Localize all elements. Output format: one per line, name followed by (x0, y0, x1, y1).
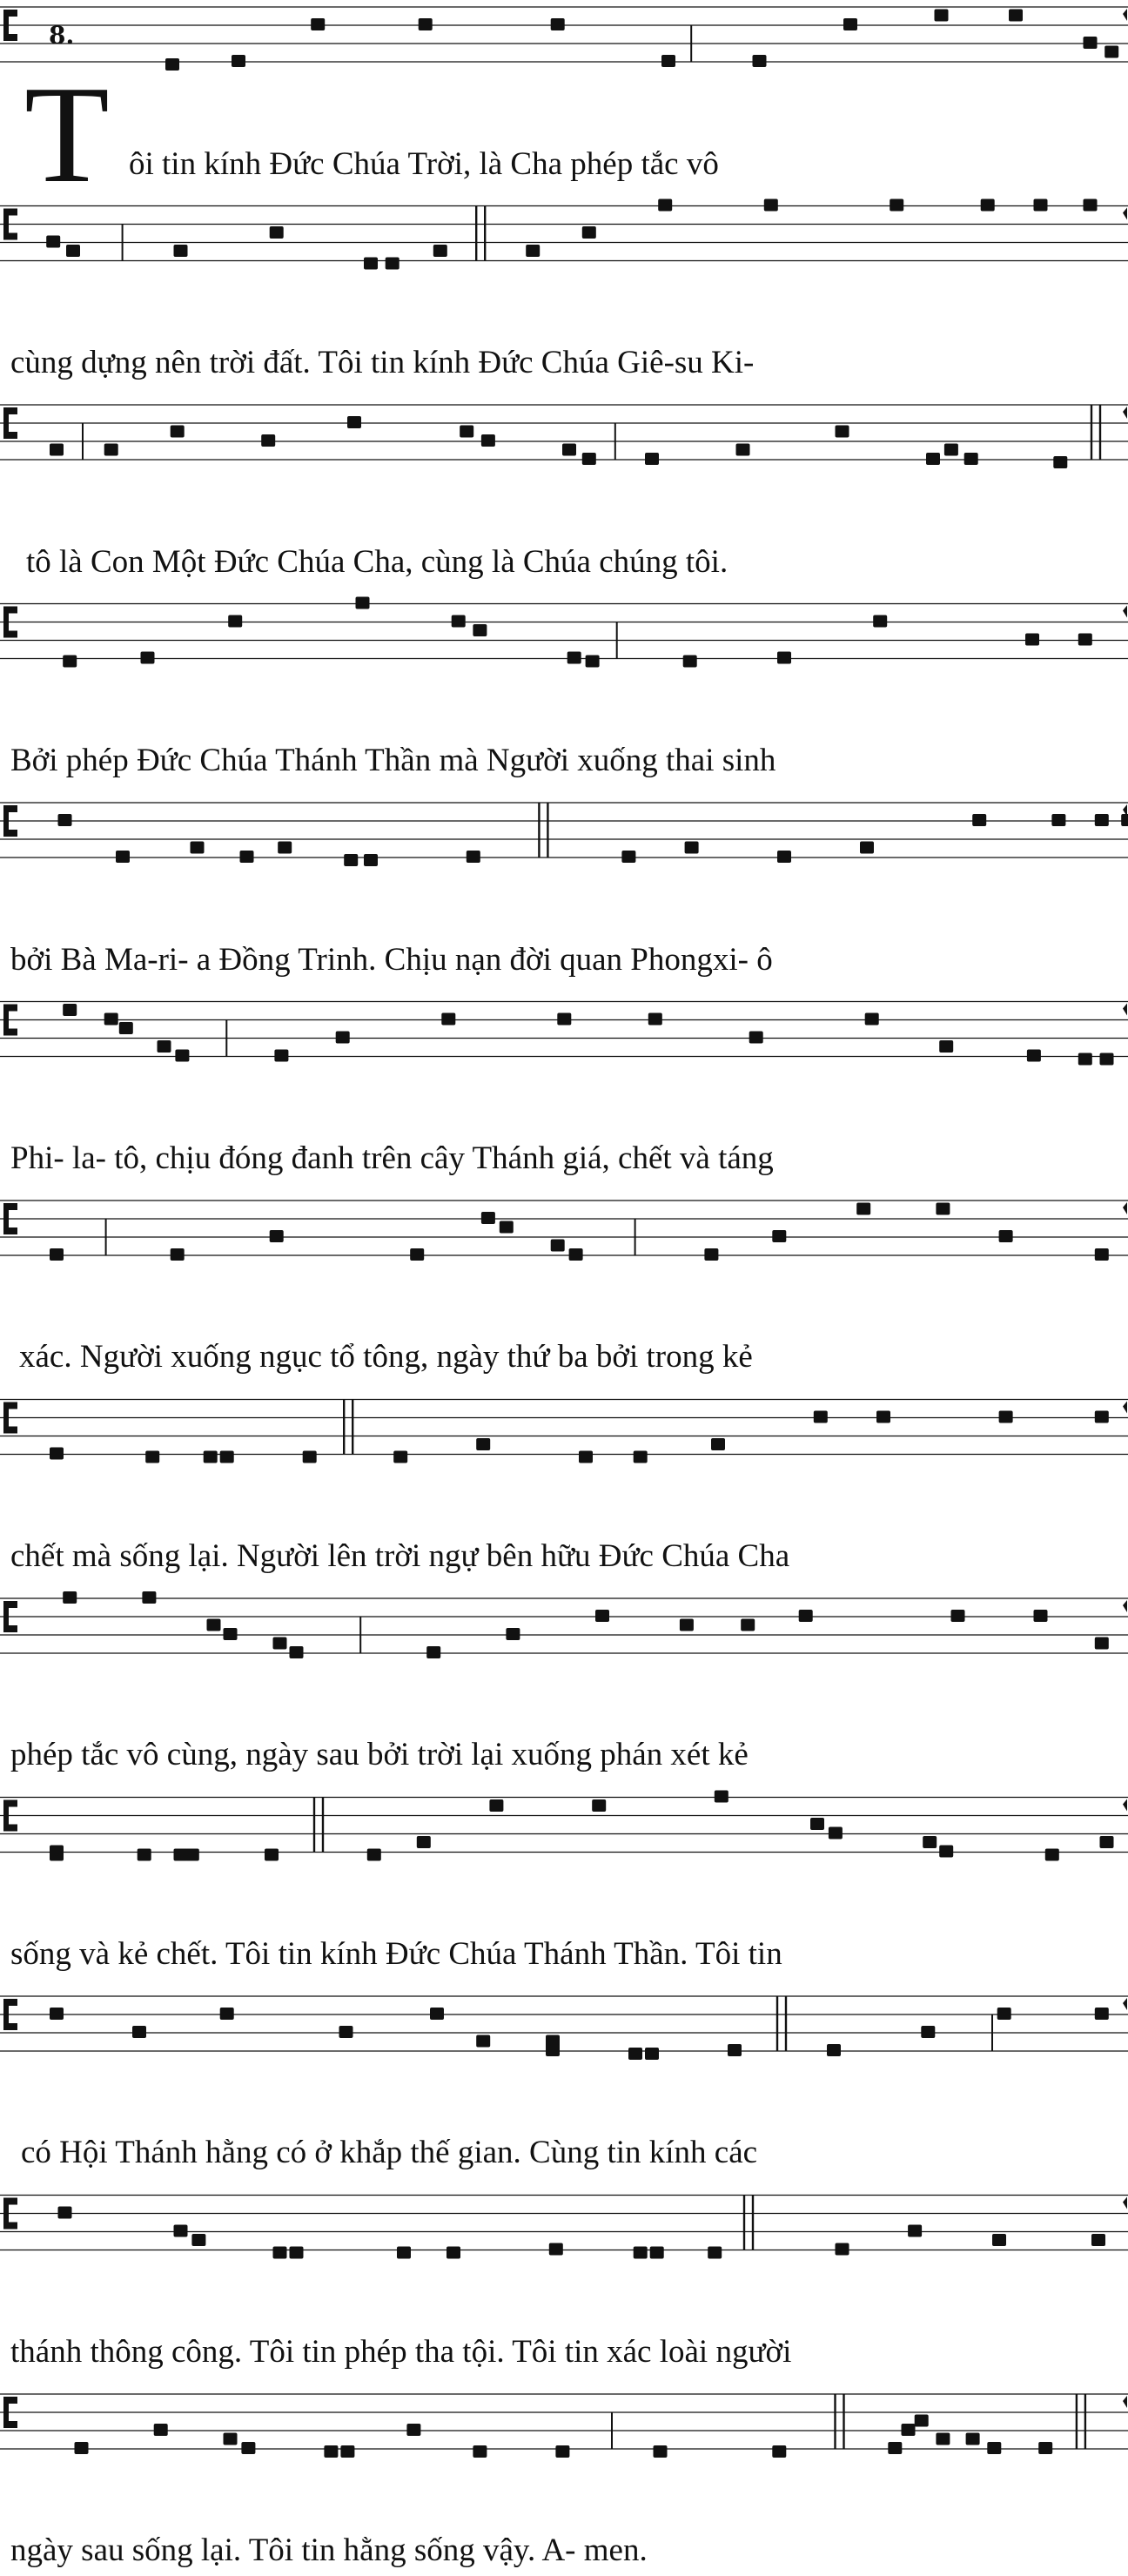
neume-note (708, 2247, 722, 2259)
neume-note (908, 2225, 922, 2237)
lyric-line: sống và kẻ chết. Tôi tin kính Đức Chúa Thánh Thần. Tôi tin (10, 1936, 782, 1972)
neume-note (50, 444, 64, 456)
lyric-line: xác. Người xuống ngục tổ tông, ngày thứ ba bởi trong kẻ (19, 1339, 753, 1375)
neume-note (417, 1836, 431, 1848)
staff-system (0, 2196, 1128, 2259)
neume-note (569, 1248, 583, 1261)
neume-note (191, 842, 205, 854)
neume-note (406, 2424, 420, 2436)
custos (1123, 1004, 1127, 1016)
neume-note (923, 1836, 937, 1848)
neume-note (1084, 37, 1098, 49)
staff-system (0, 1002, 1128, 1066)
neume-note (104, 1013, 118, 1026)
custos (1123, 2197, 1127, 2209)
neume-note (340, 2445, 354, 2458)
neume-note (1034, 199, 1048, 212)
custos (1123, 1799, 1127, 1812)
neume-note (171, 1248, 185, 1261)
neume-note (138, 1849, 151, 1861)
neume-note (902, 2424, 916, 2436)
neume-note (562, 444, 576, 456)
neume-note (339, 2026, 353, 2038)
neume-note (175, 1050, 189, 1062)
neume-note (595, 1610, 609, 1622)
neume-note (1121, 814, 1128, 826)
neume-note (992, 2234, 1006, 2246)
neume-note (426, 1646, 440, 1658)
neume-note (915, 2415, 929, 2427)
neume-note (645, 453, 659, 465)
neume-note (749, 1032, 763, 1044)
neume-note (1053, 456, 1067, 468)
lyric-line: thánh thông công. Tôi tin phép tha tội. Tôi tin xác loài người (10, 2334, 792, 2370)
neume-note (467, 851, 480, 863)
neume-note (555, 2445, 569, 2458)
neume-note (261, 434, 275, 447)
neume-note (936, 2433, 950, 2445)
neume-note (344, 854, 358, 866)
neume-note (1027, 1050, 1041, 1062)
neume-note (441, 1013, 455, 1026)
custos (1123, 606, 1127, 618)
neume-note (228, 615, 242, 628)
neume-note (648, 1013, 662, 1026)
neume-note (58, 2207, 72, 2219)
staff-system (0, 1996, 1128, 2060)
neume-note (890, 199, 903, 212)
lyric-line: ôi tin kính Đức Chúa Trời, là Cha phép tắc vô (129, 146, 719, 182)
custos (1123, 1998, 1127, 2010)
neume-note (551, 18, 565, 30)
neume-note (481, 434, 495, 447)
neume-note (551, 1240, 565, 1252)
neume-note (220, 2008, 234, 2020)
neume-note (50, 2008, 64, 2020)
neume-note (75, 2442, 89, 2454)
neume-note (174, 245, 188, 257)
neume-note (290, 2247, 304, 2259)
neume-note (364, 854, 378, 866)
neume-note (241, 2442, 255, 2454)
custos (1123, 1202, 1127, 1214)
neume-note (680, 1619, 694, 1631)
neume-note (1045, 1849, 1059, 1861)
neume-note (860, 842, 874, 854)
neume-note (145, 1451, 159, 1463)
neume-note (658, 199, 672, 212)
neume-note (1095, 2008, 1109, 2020)
lyric-line: tô là Con Một Đức Chúa Cha, cùng là Chúa chúng tôi. (26, 544, 728, 580)
custos (1123, 208, 1127, 220)
neume-note (715, 1791, 728, 1803)
neume-note (634, 2247, 648, 2259)
neume-note (711, 1438, 725, 1450)
neume-note (50, 1448, 64, 1460)
neume-note (1104, 46, 1118, 58)
neume-note (728, 2044, 742, 2056)
neume-note (273, 1638, 287, 1650)
neume-note (654, 2445, 668, 2458)
neume-note (63, 1004, 77, 1016)
neume-note (336, 1032, 350, 1044)
neume-note (397, 2247, 411, 2259)
neume-note (224, 1628, 238, 1640)
neume-note (546, 2044, 560, 2056)
neume-note (582, 453, 596, 465)
neume-note (452, 615, 466, 628)
neume-note (1095, 1411, 1109, 1423)
neume-note (557, 1013, 571, 1026)
neume-note (141, 652, 155, 664)
neume-note (741, 1619, 755, 1631)
neume-note (476, 1438, 490, 1450)
lyric-line: chết mà sống lại. Người lên trời ngự bên hữu Đức Chúa Cha (10, 1538, 790, 1574)
neume-note (58, 814, 72, 826)
staff-system (0, 199, 1128, 270)
neume-note (185, 1849, 199, 1861)
neume-note (856, 1203, 870, 1215)
lyrics (10, 146, 791, 2568)
neume-note (191, 2234, 205, 2246)
neume-note (1095, 814, 1109, 826)
neume-note (240, 851, 254, 863)
neume-note (207, 1619, 221, 1631)
neume-note (220, 1451, 234, 1463)
custos (1123, 407, 1127, 419)
neume-note (66, 245, 80, 257)
neume-note (278, 842, 292, 854)
neume-note (1078, 1053, 1092, 1066)
neume-note (829, 1827, 843, 1840)
neume-note (265, 1849, 279, 1861)
neume-note (1091, 2234, 1105, 2246)
neume-note (204, 1451, 218, 1463)
staff-system (0, 405, 1128, 468)
neume-note (944, 444, 958, 456)
neume-note (473, 624, 487, 636)
neume-note (500, 1221, 514, 1234)
neume-note (628, 2048, 642, 2060)
neume-note (999, 1230, 1013, 1242)
neume-note (347, 416, 361, 428)
staff-system (0, 1791, 1128, 1861)
neume-note (1095, 1248, 1109, 1261)
neume-note (935, 10, 949, 22)
neume-note (116, 851, 130, 863)
neume-note (171, 426, 185, 438)
neume-note (386, 258, 400, 270)
neume-note (506, 1628, 520, 1640)
neume-note (356, 597, 370, 609)
neume-note (1100, 1053, 1114, 1066)
neume-note (476, 2035, 490, 2048)
neume-note (836, 426, 849, 438)
neume-note (1009, 10, 1023, 22)
neume-note (586, 656, 600, 668)
custos (1123, 9, 1127, 21)
neume-note (621, 851, 635, 863)
neume-note (777, 652, 791, 664)
neume-note (939, 1846, 953, 1858)
drop-cap-initial: T (24, 57, 110, 212)
lyric-line: bởi Bà Ma-ri- a Đồng Trinh. Chịu nạn đời quan Phongxi- ô (10, 942, 773, 978)
custos (1123, 2396, 1127, 2408)
staff-system (0, 1201, 1128, 1261)
neume-note (1051, 814, 1065, 826)
neume-note (827, 2044, 841, 2056)
neume-note (367, 1849, 381, 1861)
neume-note (764, 199, 778, 212)
neume-note (772, 2445, 786, 2458)
lyric-line: Phi- la- tô, chịu đóng đanh trên cây Thánh giá, chết và táng (10, 1140, 774, 1176)
neume-note (154, 2424, 168, 2436)
lyric-line: Bởi phép Đức Chúa Thánh Thần mà Người xuống thai sinh (10, 743, 776, 778)
neume-note (142, 1591, 156, 1604)
neume-note (1084, 199, 1098, 212)
staff-system (0, 803, 1128, 866)
neume-note (936, 1203, 950, 1215)
neume-note (683, 656, 697, 668)
neume-note (567, 652, 581, 664)
neume-note (981, 199, 995, 212)
neume-note (592, 1799, 606, 1812)
neume-note (224, 2433, 238, 2445)
neume-note (158, 1040, 171, 1053)
lyric-line: ngày sau sống lại. Tôi tin hằng sống vậy. A- men. (10, 2532, 648, 2568)
neume-note (876, 1411, 890, 1423)
staff-system (0, 7, 1128, 71)
neume-note (814, 1411, 828, 1423)
neume-note (799, 1610, 813, 1622)
neume-note (50, 1849, 64, 1861)
neume-note (526, 245, 540, 257)
neume-note (273, 2247, 287, 2259)
neume-note (685, 842, 699, 854)
neume-note (549, 2243, 563, 2256)
neume-note (419, 18, 433, 30)
neume-note (446, 2247, 460, 2259)
neume-note (939, 1040, 953, 1053)
custos (1123, 1402, 1127, 1414)
neume-note (174, 2225, 188, 2237)
neume-note (987, 2442, 1001, 2454)
neume-note (324, 2445, 338, 2458)
neume-note (410, 1248, 424, 1261)
neume-note (433, 245, 447, 257)
neume-note (966, 2433, 980, 2445)
lyric-line: có Hội Thánh hằng có ở khắp thế gian. Cùng tin kính các (21, 2135, 758, 2170)
neume-note (634, 1451, 648, 1463)
neume-note (777, 851, 791, 863)
neume-note (119, 1022, 133, 1034)
neume-note (270, 1230, 284, 1242)
neume-note (274, 1050, 288, 1062)
neume-note (473, 2445, 487, 2458)
neume-note (650, 2247, 664, 2259)
neume-note (104, 444, 118, 456)
neume-note (836, 2243, 849, 2256)
custos (1123, 1600, 1127, 1612)
neume-note (1100, 1836, 1114, 1848)
neume-note (999, 1411, 1013, 1423)
lyric-line: phép tắc vô cùng, ngày sau bởi trời lại xuống phán xét kẻ (10, 1737, 749, 1772)
neume-note (921, 2026, 935, 2038)
lyric-line: cùng dựng nên trời đất. Tôi tin kính Đức Chúa Giê-su Ki- (10, 345, 755, 380)
neume-note (753, 55, 767, 67)
neume-note (303, 1451, 317, 1463)
neume-note (736, 444, 750, 456)
neume-note (290, 1646, 304, 1658)
neume-note (1078, 634, 1092, 646)
neume-note (1095, 1638, 1109, 1650)
neume-note (810, 1818, 824, 1830)
neume-note (50, 1248, 64, 1261)
neume-note (63, 1591, 77, 1604)
neume-note (661, 55, 675, 67)
neume-note (579, 1451, 593, 1463)
neume-note (1025, 634, 1039, 646)
neume-note (270, 226, 284, 239)
neume-note (165, 58, 179, 71)
neume-note (704, 1248, 718, 1261)
neume-note (393, 1451, 407, 1463)
staff-system (0, 1591, 1128, 1658)
staff-system (0, 1400, 1128, 1463)
chant-number: 8. (49, 21, 75, 50)
neume-note (843, 18, 857, 30)
neume-note (46, 236, 60, 248)
staff-system (0, 597, 1128, 668)
neume-note (430, 2008, 444, 2020)
neume-note (132, 2026, 146, 2038)
neume-note (888, 2442, 902, 2454)
neume-note (964, 453, 978, 465)
neume-note (951, 1610, 965, 1622)
neume-note (63, 656, 77, 668)
staff-system (0, 2394, 1128, 2458)
neume-note (582, 226, 596, 239)
neume-note (1034, 1610, 1048, 1622)
neume-note (865, 1013, 879, 1026)
neume-note (926, 453, 940, 465)
neume-note (232, 55, 245, 67)
neume-note (873, 615, 887, 628)
neume-note (364, 258, 378, 270)
neume-note (489, 1799, 503, 1812)
neume-note (772, 1230, 786, 1242)
neume-note (311, 18, 325, 30)
neume-note (1038, 2442, 1052, 2454)
neume-note (645, 2048, 659, 2060)
neume-note (460, 426, 473, 438)
neume-note (997, 2008, 1011, 2020)
neume-note (972, 814, 986, 826)
neume-note (481, 1212, 495, 1224)
